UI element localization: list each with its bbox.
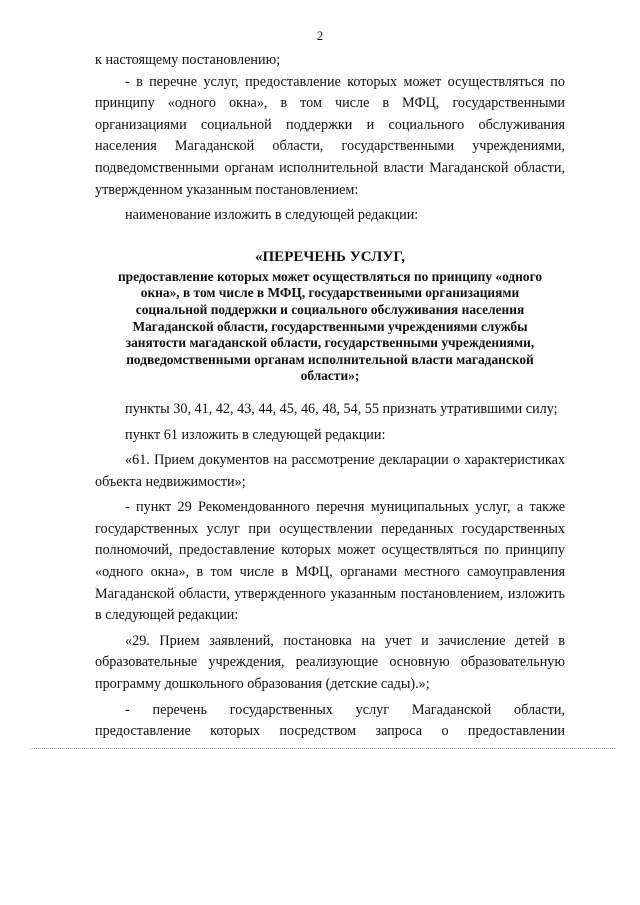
list-title-subheading (95, 269, 565, 385)
list-title-line: социальной поддержки и социального обслуживания населения (135, 301, 525, 317)
paragraph-item-61-instruction: пункт 61 изложить в следующей редакции: (125, 426, 386, 443)
list-title-line: области»; (300, 368, 360, 384)
paragraph-item-29-amendment: - пункт 29 Рекомендованного перечня муниципальных услуг, а также государственных услуг при осуществлении переданных государственных полномочий, предоставление которых может осуществляться по принципу «одного окна», в том числе в МФЦ, органами местного самоуправления Магаданской области, утвержденного указанным постановлением, изложить в следующей редакции: (95, 499, 565, 624)
list-title-line: занятости магаданской области, государственными учреждениями, (125, 335, 535, 351)
page-bottom-divider (30, 748, 615, 749)
document-body (95, 50, 565, 743)
paragraph-item-29-text: «29. Прием заявлений, постановка на учет и зачисление детей в образовательные учреждения, реализующие основную образовательную программу дошкольного образования (детские сады).»; (95, 632, 565, 693)
paragraph-rename-instruction: наименование изложить в следующей редакции: (125, 207, 419, 224)
paragraph-repealed-items: пункты 30, 41, 42, 43, 44, 45, 46, 48, 54, 55 признать утратившими силу; (125, 400, 558, 417)
list-title-line: предоставление которых может осуществляться по принципу «одного (117, 268, 543, 284)
paragraph-item-61-text: «61. Прием документов на рассмотрение декларации о характеристиках объекта недвижимости»; (95, 452, 565, 490)
list-title-line: окна», в том числе в МФЦ, государственными организациями (140, 285, 520, 301)
paragraph-continuation: к настоящему постановлению; (95, 52, 281, 68)
page-number: 2 (316, 28, 324, 43)
paragraph-services-list-amendment: - в перечне услуг, предоставление которых может осуществляться по принципу «одного окна», в том числе в МФЦ, государственными организациями социальной поддержки и социального обслуживания населения Магаданской области, государственными учреждениями, подведомственными органам исполнительной власти Магаданской области, утвержденном указанным постановлением: (95, 73, 565, 198)
paragraph-state-services-list: - перечень государственных услуг Магаданской области, предоставление которых посредством запроса о предоставлении (95, 701, 565, 740)
list-title-heading: «ПЕРЕЧЕНЬ УСЛУГ, (255, 248, 405, 265)
list-title-line: Магаданской области, государственными учреждениями службы (132, 318, 528, 334)
list-title-line: подведомственными органам исполнительной власти магаданской (126, 351, 534, 367)
